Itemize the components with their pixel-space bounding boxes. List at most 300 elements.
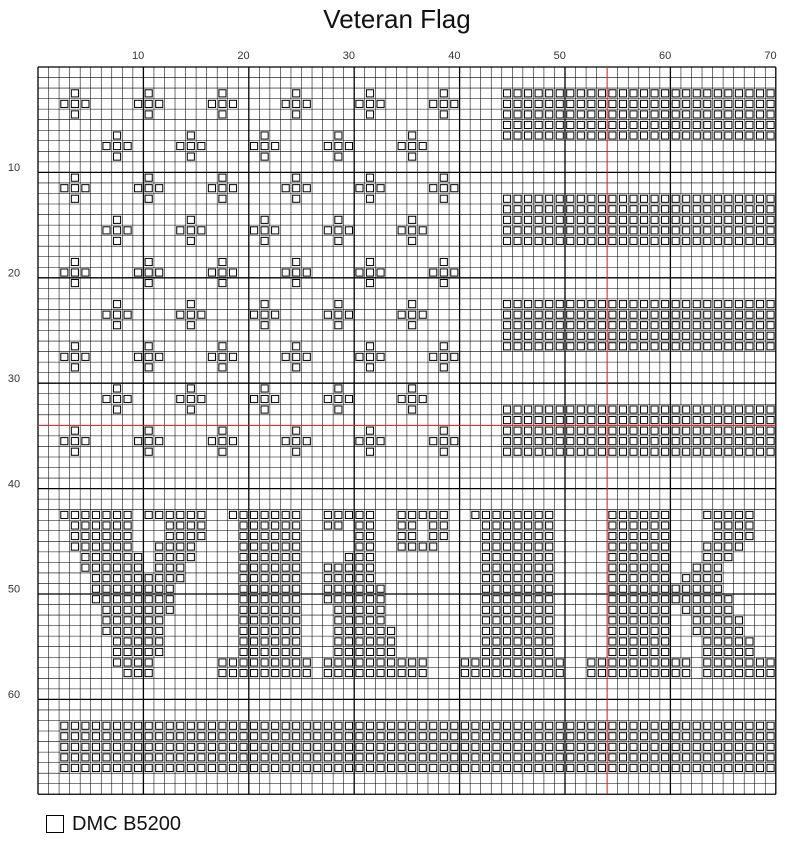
stitch-cell bbox=[282, 743, 289, 750]
stitch-cell bbox=[704, 733, 711, 740]
stitch-cell bbox=[187, 406, 194, 413]
stitch-cell bbox=[272, 648, 279, 655]
stitch-cell bbox=[630, 638, 637, 645]
stitch-cell bbox=[303, 269, 310, 276]
stitch-cell bbox=[556, 764, 563, 771]
stitch-cell bbox=[514, 617, 521, 624]
stitch-cell bbox=[124, 511, 131, 518]
stitch-cell bbox=[61, 185, 68, 192]
stitch-cell bbox=[113, 754, 120, 761]
stitch-cell bbox=[198, 227, 205, 234]
stitch-cell bbox=[187, 764, 194, 771]
stitch-cell bbox=[746, 301, 753, 308]
stitch-cell bbox=[598, 659, 605, 666]
stitch-cell bbox=[588, 438, 595, 445]
stitch-cell bbox=[503, 617, 510, 624]
stitch-cell bbox=[525, 121, 532, 128]
stitch-cell bbox=[293, 185, 300, 192]
stitch-cell bbox=[525, 332, 532, 339]
stitch-cell bbox=[567, 332, 574, 339]
stitch-cell bbox=[556, 754, 563, 761]
stitch-cell bbox=[725, 332, 732, 339]
stitch-cell bbox=[282, 659, 289, 666]
stitch-cell bbox=[525, 648, 532, 655]
stitch-cell bbox=[704, 417, 711, 424]
stitch-cell bbox=[261, 554, 268, 561]
column-label: 20 bbox=[237, 50, 250, 62]
stitch-cell bbox=[113, 385, 120, 392]
stitch-cell bbox=[156, 648, 163, 655]
stitch-cell bbox=[440, 343, 447, 350]
stitch-cell bbox=[482, 617, 489, 624]
stitch-cell bbox=[272, 722, 279, 729]
stitch-cell bbox=[103, 575, 110, 582]
stitch-cell bbox=[503, 100, 510, 107]
stitch-cell bbox=[251, 511, 258, 518]
stitch-cell bbox=[588, 332, 595, 339]
stitch-cell bbox=[92, 743, 99, 750]
stitch-cell bbox=[303, 764, 310, 771]
stitch-cell bbox=[767, 332, 774, 339]
stitch-cell bbox=[272, 575, 279, 582]
stitch-cell bbox=[293, 511, 300, 518]
stitch-cell bbox=[345, 733, 352, 740]
stitch-cell bbox=[335, 237, 342, 244]
stitch-cell bbox=[493, 554, 500, 561]
stitch-cell bbox=[525, 216, 532, 223]
stitch-cell bbox=[145, 111, 152, 118]
stitch-cell bbox=[251, 532, 258, 539]
stitch-cell bbox=[619, 764, 626, 771]
stitch-cell bbox=[187, 322, 194, 329]
stitch-cell bbox=[103, 722, 110, 729]
stitch-cell bbox=[598, 322, 605, 329]
stitch-cell bbox=[124, 311, 131, 318]
stitch-cell bbox=[451, 743, 458, 750]
stitch-cell bbox=[156, 764, 163, 771]
stitch-cell bbox=[293, 722, 300, 729]
stitch-cell bbox=[356, 617, 363, 624]
stitch-cell bbox=[767, 237, 774, 244]
stitch-cell bbox=[493, 596, 500, 603]
stitch-cell bbox=[735, 543, 742, 550]
stitch-cell bbox=[503, 311, 510, 318]
stitch-cell bbox=[187, 385, 194, 392]
stitch-cell bbox=[725, 554, 732, 561]
stitch-cell bbox=[503, 764, 510, 771]
stitch-cell bbox=[662, 743, 669, 750]
stitch-cell bbox=[335, 733, 342, 740]
stitch-cell bbox=[525, 669, 532, 676]
stitch-cell bbox=[135, 353, 142, 360]
stitch-cell bbox=[293, 448, 300, 455]
stitch-cell bbox=[567, 100, 574, 107]
stitch-cell bbox=[335, 522, 342, 529]
stitch-cell bbox=[514, 427, 521, 434]
stitch-cell bbox=[746, 417, 753, 424]
stitch-cell bbox=[398, 511, 405, 518]
stitch-cell bbox=[756, 733, 763, 740]
stitch-cell bbox=[92, 543, 99, 550]
stitch-cell bbox=[767, 195, 774, 202]
stitch-cell bbox=[514, 332, 521, 339]
stitch-cell bbox=[388, 638, 395, 645]
stitch-cell bbox=[409, 301, 416, 308]
stitch-cell bbox=[366, 111, 373, 118]
stitch-cell bbox=[756, 216, 763, 223]
stitch-cell bbox=[113, 511, 120, 518]
stitch-cell bbox=[662, 648, 669, 655]
stitch-cell bbox=[61, 722, 68, 729]
stitch-cell bbox=[756, 121, 763, 128]
stitch-cell bbox=[198, 311, 205, 318]
stitch-cell bbox=[409, 132, 416, 139]
stitch-cell bbox=[535, 195, 542, 202]
stitch-cell bbox=[482, 543, 489, 550]
stitch-cell bbox=[598, 343, 605, 350]
stitch-cell bbox=[272, 543, 279, 550]
stitch-cell bbox=[588, 722, 595, 729]
stitch-cell bbox=[746, 522, 753, 529]
stitch-cell bbox=[472, 743, 479, 750]
stitch-cell bbox=[535, 627, 542, 634]
stitch-cell bbox=[345, 638, 352, 645]
stitch-cell bbox=[398, 659, 405, 666]
stitch-cell bbox=[514, 764, 521, 771]
stitch-cell bbox=[767, 669, 774, 676]
stitch-cell bbox=[651, 522, 658, 529]
stitch-cell bbox=[525, 627, 532, 634]
stitch-cell bbox=[124, 617, 131, 624]
stitch-cell bbox=[113, 564, 120, 571]
stitch-cell bbox=[187, 311, 194, 318]
stitch-cell bbox=[714, 627, 721, 634]
stitch-cell bbox=[261, 648, 268, 655]
column-label: 40 bbox=[448, 50, 461, 62]
stitch-cell bbox=[577, 332, 584, 339]
stitch-cell bbox=[503, 648, 510, 655]
stitch-cell bbox=[177, 395, 184, 402]
stitch-cell bbox=[619, 606, 626, 613]
stitch-cell bbox=[598, 754, 605, 761]
stitch-cell bbox=[251, 648, 258, 655]
stitch-cell bbox=[61, 743, 68, 750]
stitch-cell bbox=[451, 269, 458, 276]
stitch-cell bbox=[282, 638, 289, 645]
stitch-cell bbox=[693, 448, 700, 455]
stitch-cell bbox=[356, 438, 363, 445]
stitch-cell bbox=[430, 353, 437, 360]
stitch-cell bbox=[693, 585, 700, 592]
stitch-cell bbox=[662, 669, 669, 676]
stitch-cell bbox=[71, 754, 78, 761]
stitch-cell bbox=[272, 669, 279, 676]
stitch-cell bbox=[535, 343, 542, 350]
stitch-cell bbox=[240, 575, 247, 582]
stitch-cell bbox=[609, 206, 616, 213]
stitch-cell bbox=[282, 606, 289, 613]
stitch-cell bbox=[746, 648, 753, 655]
stitch-cell bbox=[71, 532, 78, 539]
stitch-cell bbox=[124, 596, 131, 603]
stitch-cell bbox=[208, 754, 215, 761]
stitch-cell bbox=[651, 722, 658, 729]
stitch-cell bbox=[535, 648, 542, 655]
stitch-cell bbox=[240, 596, 247, 603]
stitch-cell bbox=[219, 90, 226, 97]
stitch-cell bbox=[619, 237, 626, 244]
stitch-cell bbox=[683, 132, 690, 139]
stitch-cell bbox=[577, 427, 584, 434]
stitch-cell bbox=[145, 427, 152, 434]
stitch-cell bbox=[461, 659, 468, 666]
stitch-cell bbox=[156, 585, 163, 592]
stitch-cell bbox=[714, 227, 721, 234]
stitch-cell bbox=[704, 343, 711, 350]
stitch-cell bbox=[640, 216, 647, 223]
stitch-cell bbox=[124, 543, 131, 550]
stitch-cell bbox=[261, 406, 268, 413]
stitch-cell bbox=[567, 301, 574, 308]
stitch-cell bbox=[756, 322, 763, 329]
stitch-cell bbox=[366, 100, 373, 107]
stitch-cell bbox=[377, 100, 384, 107]
stitch-cell bbox=[704, 448, 711, 455]
stitch-cell bbox=[440, 364, 447, 371]
stitch-cell bbox=[440, 522, 447, 529]
stitch-cell bbox=[535, 575, 542, 582]
stitch-cell bbox=[662, 596, 669, 603]
stitch-cell bbox=[619, 543, 626, 550]
stitch-cell bbox=[71, 195, 78, 202]
stitch-cell bbox=[261, 227, 268, 234]
stitch-cell bbox=[272, 743, 279, 750]
stitch-cell bbox=[588, 227, 595, 234]
stitch-cell bbox=[630, 332, 637, 339]
stitch-cell bbox=[672, 311, 679, 318]
stitch-cell bbox=[430, 743, 437, 750]
stitch-cell bbox=[514, 543, 521, 550]
stitch-cell bbox=[630, 322, 637, 329]
stitch-cell bbox=[535, 733, 542, 740]
stitch-cell bbox=[282, 669, 289, 676]
stitch-cell bbox=[556, 743, 563, 750]
stitch-cell bbox=[619, 216, 626, 223]
stitch-cell bbox=[546, 733, 553, 740]
stitch-cell bbox=[124, 585, 131, 592]
stitch-cell bbox=[619, 427, 626, 434]
stitch-cell bbox=[208, 743, 215, 750]
stitch-cell bbox=[156, 564, 163, 571]
stitch-cell bbox=[503, 406, 510, 413]
stitch-cell bbox=[503, 543, 510, 550]
stitch-cell bbox=[440, 258, 447, 265]
stitch-cell bbox=[704, 206, 711, 213]
stitch-cell bbox=[609, 438, 616, 445]
stitch-cell bbox=[282, 596, 289, 603]
stitch-cell bbox=[693, 111, 700, 118]
stitch-cell bbox=[272, 638, 279, 645]
stitch-cell bbox=[714, 543, 721, 550]
stitch-cell bbox=[525, 448, 532, 455]
stitch-cell bbox=[662, 554, 669, 561]
stitch-cell bbox=[145, 343, 152, 350]
stitch-cell bbox=[725, 648, 732, 655]
stitch-cell bbox=[672, 90, 679, 97]
stitch-cell bbox=[598, 90, 605, 97]
stitch-cell bbox=[229, 659, 236, 666]
stitch-cell bbox=[71, 90, 78, 97]
stitch-cell bbox=[251, 764, 258, 771]
stitch-cell bbox=[535, 754, 542, 761]
stitch-cell bbox=[482, 754, 489, 761]
stitch-cell bbox=[609, 311, 616, 318]
stitch-cell bbox=[272, 522, 279, 529]
stitch-cell bbox=[556, 406, 563, 413]
stitch-cell bbox=[767, 343, 774, 350]
stitch-cell bbox=[598, 448, 605, 455]
stitch-cell bbox=[113, 596, 120, 603]
stitch-cell bbox=[693, 743, 700, 750]
stitch-cell bbox=[672, 111, 679, 118]
stitch-cell bbox=[145, 575, 152, 582]
stitch-cell bbox=[398, 395, 405, 402]
stitch-cell bbox=[251, 722, 258, 729]
stitch-cell bbox=[683, 733, 690, 740]
stitch-cell bbox=[746, 733, 753, 740]
stitch-cell bbox=[135, 627, 142, 634]
stitch-cell bbox=[187, 216, 194, 223]
stitch-cell bbox=[71, 174, 78, 181]
stitch-cell bbox=[187, 511, 194, 518]
stitch-cell bbox=[577, 216, 584, 223]
stitch-cell bbox=[619, 532, 626, 539]
stitch-cell bbox=[303, 754, 310, 761]
stitch-cell bbox=[503, 417, 510, 424]
stitch-cell bbox=[503, 343, 510, 350]
stitch-cell bbox=[366, 669, 373, 676]
stitch-cell bbox=[145, 174, 152, 181]
stitch-cell bbox=[767, 754, 774, 761]
stitch-cell bbox=[187, 301, 194, 308]
stitch-cell bbox=[398, 543, 405, 550]
stitch-cell bbox=[345, 554, 352, 561]
stitch-cell bbox=[493, 754, 500, 761]
stitch-cell bbox=[672, 406, 679, 413]
stitch-cell bbox=[704, 543, 711, 550]
stitch-cell bbox=[672, 322, 679, 329]
stitch-cell bbox=[704, 617, 711, 624]
stitch-cell bbox=[103, 532, 110, 539]
stitch-cell bbox=[366, 511, 373, 518]
stitch-cell bbox=[261, 575, 268, 582]
stitch-cell bbox=[198, 754, 205, 761]
stitch-cell bbox=[135, 100, 142, 107]
stitch-cell bbox=[451, 733, 458, 740]
stitch-cell bbox=[113, 627, 120, 634]
stitch-cell bbox=[714, 438, 721, 445]
stitch-cell bbox=[103, 764, 110, 771]
stitch-cell bbox=[293, 575, 300, 582]
stitch-cell bbox=[356, 100, 363, 107]
stitch-cell bbox=[451, 185, 458, 192]
stitch-cell bbox=[609, 585, 616, 592]
stitch-cell bbox=[261, 764, 268, 771]
stitch-cell bbox=[324, 311, 331, 318]
stitch-cell bbox=[71, 733, 78, 740]
stitch-cell bbox=[640, 195, 647, 202]
stitch-cell bbox=[535, 206, 542, 213]
stitch-cell bbox=[293, 438, 300, 445]
stitch-cell bbox=[630, 722, 637, 729]
stitch-cell bbox=[430, 532, 437, 539]
stitch-cell bbox=[651, 606, 658, 613]
stitch-cell bbox=[461, 722, 468, 729]
stitch-cell bbox=[746, 322, 753, 329]
stitch-cell bbox=[714, 617, 721, 624]
stitch-cell bbox=[177, 142, 184, 149]
stitch-cell bbox=[440, 353, 447, 360]
stitch-cell bbox=[388, 648, 395, 655]
stitch-cell bbox=[282, 543, 289, 550]
stitch-cell bbox=[356, 648, 363, 655]
stitch-cell bbox=[598, 206, 605, 213]
stitch-cell bbox=[598, 195, 605, 202]
stitch-cell bbox=[366, 754, 373, 761]
stitch-cell bbox=[725, 343, 732, 350]
stitch-cell bbox=[314, 754, 321, 761]
stitch-cell bbox=[556, 90, 563, 97]
stitch-cell bbox=[725, 438, 732, 445]
stitch-cell bbox=[535, 448, 542, 455]
stitch-cell bbox=[767, 417, 774, 424]
legend bbox=[46, 812, 181, 836]
stitch-cell bbox=[651, 448, 658, 455]
stitch-cell bbox=[746, 448, 753, 455]
stitch-cell bbox=[725, 301, 732, 308]
stitch-cell bbox=[145, 448, 152, 455]
stitch-cell bbox=[588, 237, 595, 244]
stitch-cell bbox=[113, 659, 120, 666]
stitch-cell bbox=[92, 522, 99, 529]
stitch-cell bbox=[219, 743, 226, 750]
stitch-cell bbox=[630, 606, 637, 613]
stitch-cell bbox=[293, 364, 300, 371]
stitch-cell bbox=[124, 733, 131, 740]
stitch-cell bbox=[609, 90, 616, 97]
stitch-cell bbox=[251, 142, 258, 149]
stitch-cell bbox=[251, 554, 258, 561]
stitch-cell bbox=[514, 754, 521, 761]
stitch-cell bbox=[746, 427, 753, 434]
stitch-cell bbox=[398, 764, 405, 771]
stitch-cell bbox=[293, 596, 300, 603]
stitch-cell bbox=[514, 606, 521, 613]
stitch-cell bbox=[514, 111, 521, 118]
stitch-cell bbox=[472, 659, 479, 666]
stitch-cell bbox=[156, 627, 163, 634]
stitch-cell bbox=[714, 669, 721, 676]
stitch-cell bbox=[735, 764, 742, 771]
stitch-cell bbox=[219, 174, 226, 181]
stitch-cell bbox=[725, 90, 732, 97]
stitch-cell bbox=[377, 353, 384, 360]
stitch-cell bbox=[514, 522, 521, 529]
stitch-cell bbox=[493, 532, 500, 539]
stitch-cell bbox=[335, 627, 342, 634]
stitch-cell bbox=[187, 395, 194, 402]
stitch-cell bbox=[156, 185, 163, 192]
